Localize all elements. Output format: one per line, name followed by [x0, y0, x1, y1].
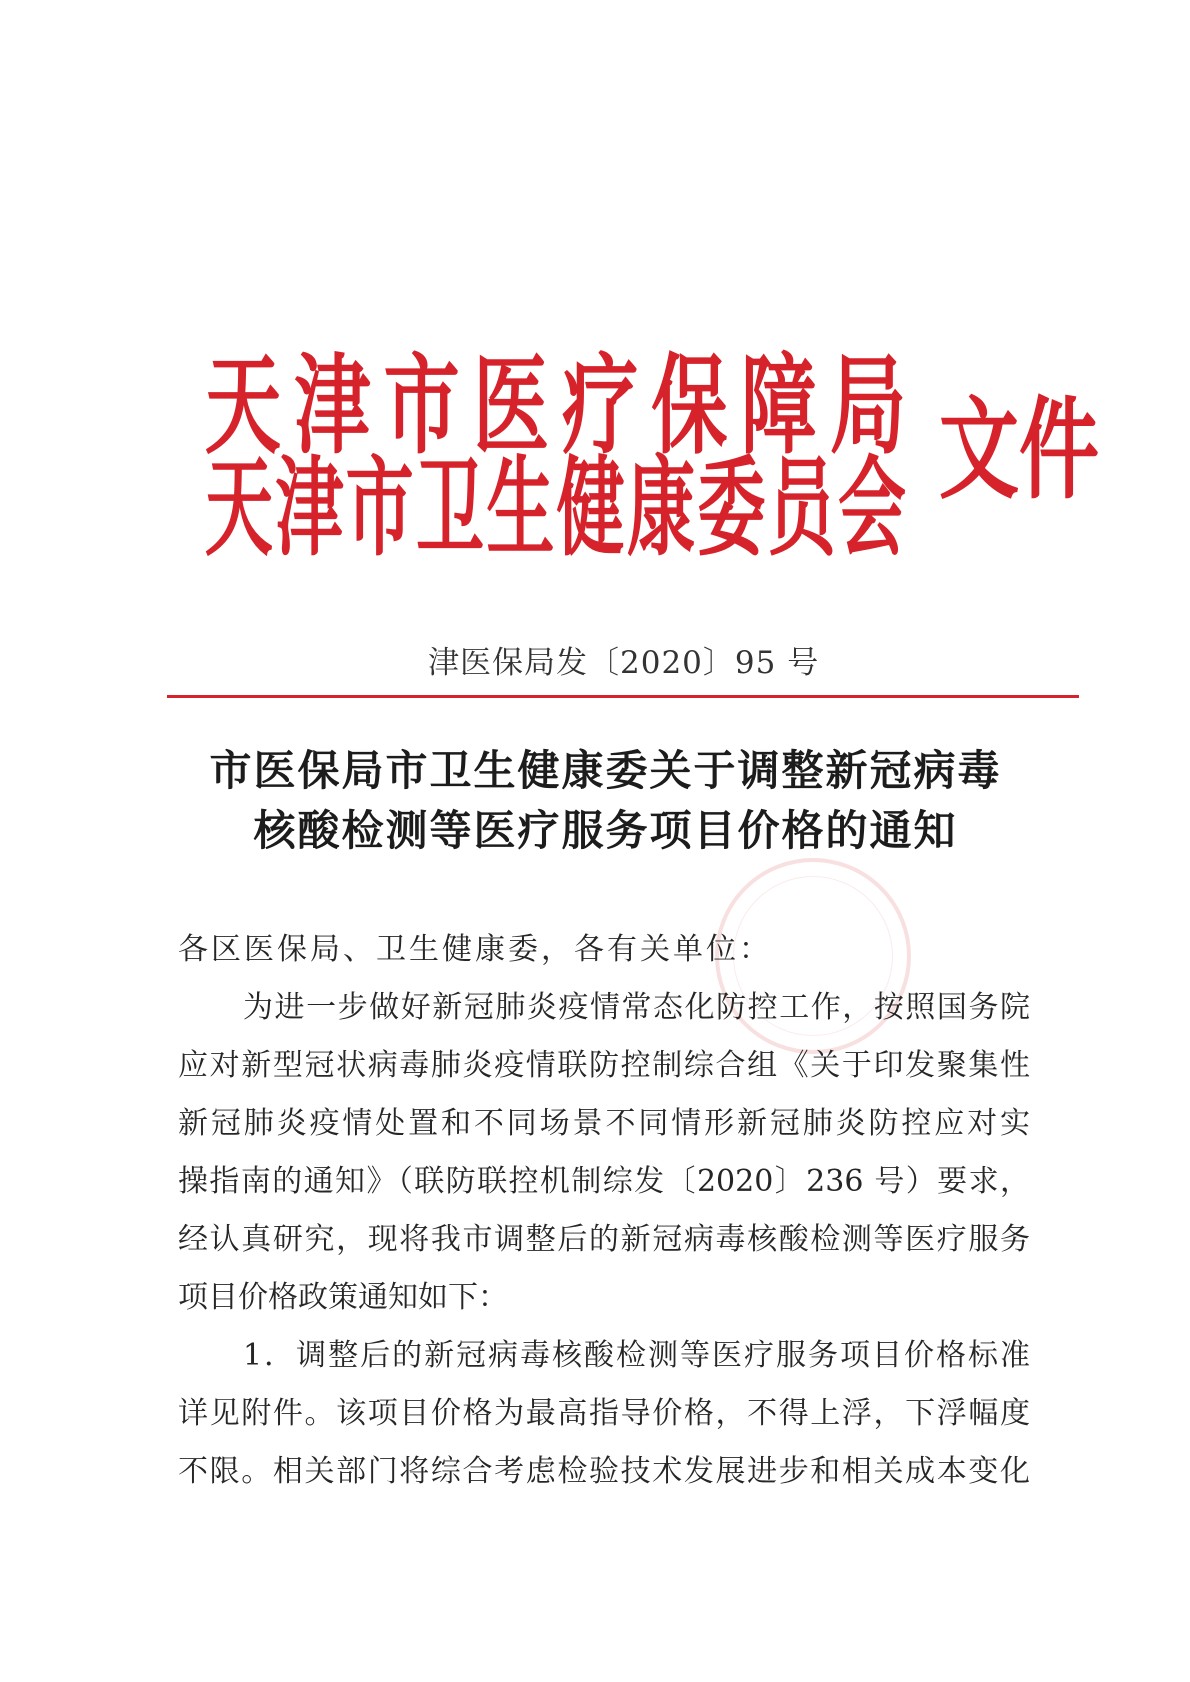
paragraph-2	[178, 1327, 1030, 1501]
red-divider-line	[167, 695, 1079, 698]
issuer-name-line-1: 天津市医疗保障局	[205, 342, 906, 469]
document-type-label: 文件	[939, 384, 1099, 515]
paragraph-line: 操指南的通知》（联防联控机制综发〔2020〕236 号）要求，	[178, 1164, 1030, 1199]
paragraph-line: 不限。相关部门将综合考虑检验技术发展进步和相关成本变化	[178, 1454, 1030, 1489]
paragraph-line: 经认真研究，现将我市调整后的新冠病毒核酸检测等医疗服务	[178, 1222, 1030, 1257]
salutation: 各区医保局、卫生健康委，各有关单位：	[178, 932, 772, 967]
document-title-line-2: 核酸检测等医疗服务项目价格的通知	[253, 806, 958, 855]
paragraph-line: 为进一步做好新冠肺炎疫情常态化防控工作，按照国务院	[243, 990, 1030, 1025]
paragraph-line: 详见附件。该项目价格为最高指导价格，不得上浮，下浮幅度	[178, 1396, 1030, 1431]
document-body	[178, 921, 1030, 1501]
paragraph-line: 应对新型冠状病毒肺炎疫情联防控制综合组《关于印发聚集性	[178, 1048, 1030, 1083]
paragraph-1	[178, 979, 1030, 1327]
paragraph-line: 1．调整后的新冠病毒核酸检测等医疗服务项目价格标准	[243, 1338, 1030, 1373]
paragraph-line: 项目价格政策通知如下：	[178, 1280, 508, 1315]
document-title	[158, 741, 1053, 861]
document-title-line-1: 市医保局市卫生健康委关于调整新冠病毒	[209, 746, 1002, 795]
issuer-name-line-2: 天津市卫生健康委员会	[205, 445, 906, 572]
document-number: 津医保局发〔2020〕95 号	[428, 645, 820, 681]
paragraph-line: 新冠肺炎疫情处置和不同场景不同情形新冠肺炎防控应对实	[178, 1106, 1030, 1141]
